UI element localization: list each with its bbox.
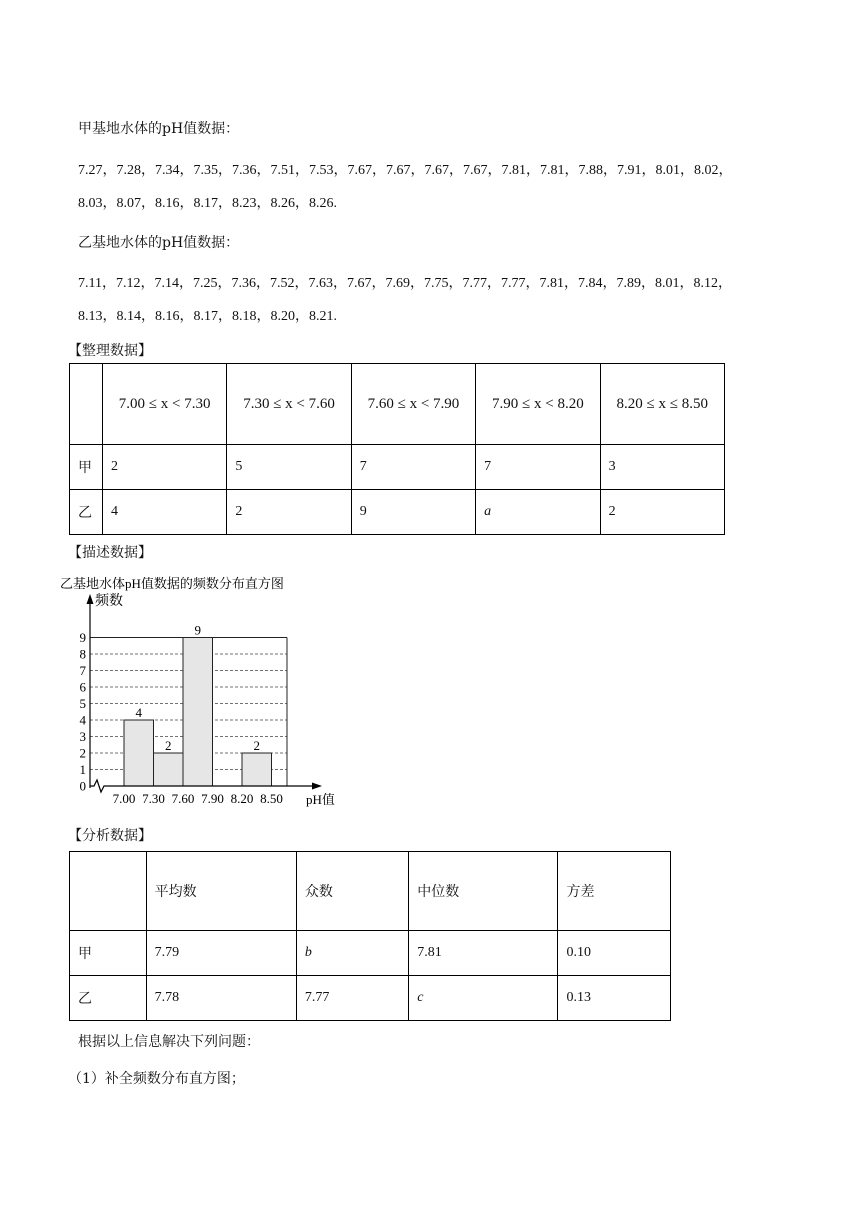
histogram-bar (183, 638, 213, 787)
yi-data-line-1: 7.11，7.12，7.14，7.25，7.36，7.52，7.63，7.67，7.69，7.75，7.77，7.77，7.81，7.84，7.89，8.01，8.12， (78, 276, 732, 291)
y-tick-label: 1 (79, 762, 86, 777)
table-cell: 7.79 (146, 931, 296, 976)
table-row (70, 931, 671, 976)
row-label: 乙 (70, 976, 147, 1021)
frequency-table-header-row (70, 364, 725, 445)
histogram-bar (154, 753, 184, 786)
table-row (70, 445, 725, 490)
chart-title: 乙基地水体pH值数据的频数分布直方图 (60, 576, 284, 591)
jia-data-title: 甲基地水体的pH值数据： (78, 121, 240, 137)
section-analyze-heading: 【分析数据】 (68, 828, 152, 844)
x-axis-label: pH值 (306, 792, 335, 807)
histogram-chart (52, 574, 372, 814)
table-cell: 2 (227, 490, 351, 535)
x-axis-arrow-icon (312, 783, 322, 790)
jia-data-line-1: 7.27，7.28，7.34，7.35，7.36，7.51，7.53，7.67，7.67，7.67，7.67，7.81，7.81，7.88，7.91，8.01，8.02， (78, 163, 733, 178)
table-cell-unknown-c: c (409, 976, 558, 1021)
table-cell: 4 (102, 490, 226, 535)
statistics-header-cell: 众数 (296, 852, 408, 931)
table-cell-unknown-a: a (476, 490, 600, 535)
table-cell: 7 (476, 445, 600, 490)
y-tick-label: 4 (79, 712, 86, 728)
row-label: 乙 (70, 490, 103, 535)
histogram-bar (242, 753, 272, 786)
bar-value-label: 9 (194, 622, 201, 638)
x-tick-label: 8.20 (230, 791, 254, 806)
y-tick-label: 6 (79, 679, 86, 695)
y-tick-label: 7 (79, 663, 86, 678)
table-cell: 0.13 (558, 976, 671, 1021)
question-intro: 根据以上信息解决下列问题： (78, 1034, 260, 1050)
y-tick-label: 3 (79, 729, 86, 744)
table-cell: 7.77 (296, 976, 408, 1021)
statistics-header-cell: 平均数 (146, 852, 296, 931)
frequency-header-cell: 7.90 ≤ x < 8.20 (476, 364, 600, 445)
statistics-table (69, 851, 671, 1021)
x-tick-label: 7.90 (201, 791, 224, 806)
frequency-header-cell: 8.20 ≤ x ≤ 8.50 (600, 364, 724, 445)
x-tick-label: 7.30 (142, 791, 165, 806)
frequency-header-cell: 7.00 ≤ x < 7.30 (102, 364, 226, 445)
question-1: （1）补全频数分布直方图； (68, 1071, 245, 1087)
row-label: 甲 (70, 931, 147, 976)
statistics-header-cell: 方差 (558, 852, 671, 931)
x-tick-label: 7.60 (171, 791, 195, 806)
y-axis-label: 频数 (95, 594, 123, 609)
row-label: 甲 (70, 445, 103, 490)
statistics-table-header-row (70, 852, 671, 931)
yi-data-line-2: 8.13，8.14，8.16，8.17，8.18，8.20，8.21. (78, 309, 337, 324)
frequency-table (69, 363, 725, 535)
bar-value-label: 2 (165, 738, 172, 753)
table-cell: 9 (351, 490, 475, 535)
bar-value-label: 2 (253, 738, 260, 753)
table-row (70, 490, 725, 535)
y-axis-arrow-icon (87, 594, 94, 604)
table-row (70, 976, 671, 1021)
table-cell: 2 (102, 445, 226, 490)
table-cell: 5 (227, 445, 351, 490)
table-cell-unknown-b: b (296, 931, 408, 976)
y-tick-label: 9 (79, 630, 86, 645)
table-cell: 2 (600, 490, 724, 535)
y-tick-label: 5 (79, 696, 86, 711)
y-tick-label: 0 (79, 778, 86, 794)
y-tick-label: 8 (79, 646, 86, 662)
statistics-table-corner (70, 852, 147, 931)
section-organize-heading: 【整理数据】 (68, 343, 152, 359)
histogram-bar (124, 720, 154, 786)
chart-bars (124, 638, 272, 787)
table-cell: 3 (600, 445, 724, 490)
table-cell: 0.10 (558, 931, 671, 976)
bar-value-label: 4 (135, 705, 142, 720)
table-cell: 7.78 (146, 976, 296, 1021)
x-tick-label: 8.50 (260, 791, 283, 806)
frequency-header-cell: 7.30 ≤ x < 7.60 (227, 364, 351, 445)
table-cell: 7.81 (409, 931, 558, 976)
yi-data-title: 乙基地水体的pH值数据： (78, 235, 240, 251)
statistics-header-cell: 中位数 (409, 852, 558, 931)
jia-data-line-2: 8.03，8.07，8.16，8.17，8.23，8.26，8.26. (78, 196, 337, 211)
section-describe-heading: 【描述数据】 (68, 545, 152, 561)
y-tick-label: 2 (79, 745, 86, 761)
x-tick-label: 7.00 (112, 791, 136, 806)
frequency-header-cell: 7.60 ≤ x < 7.90 (351, 364, 475, 445)
frequency-table-corner (70, 364, 103, 445)
table-cell: 7 (351, 445, 475, 490)
